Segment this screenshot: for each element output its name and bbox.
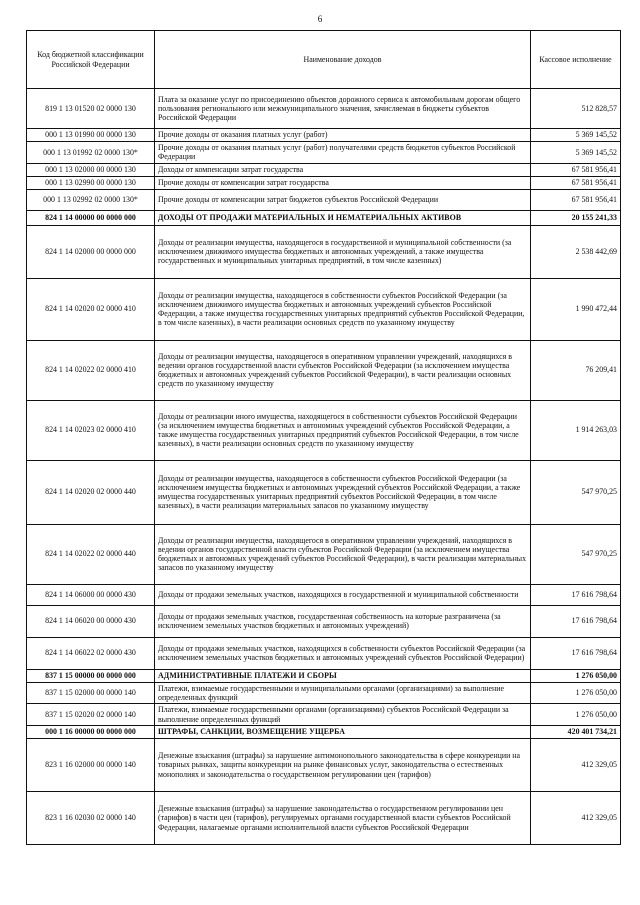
row-amount: 20 155 241,33: [531, 210, 621, 225]
row-name: Прочие доходы от компенсации затрат государства: [155, 176, 531, 189]
table-row: [27, 129, 621, 142]
row-name: Доходы от реализации имущества, находящегося в собственности субъектов Российской Федерации (за исключением движимого имущества бюджетных и автономных учреждений субъектов Российской Федерации, а также имущества государственных унитарных предприятий субъектов Российской Федерации, в том числе казенных), в части реализации основных средств по указанному имуществу: [155, 278, 531, 340]
row-code: 824 1 14 02022 02 0000 410: [27, 340, 155, 400]
table-row: [27, 142, 621, 164]
row-name: Доходы от реализации иного имущества, находящегося в собственности субъектов Российской Федерации (за исключением имущества бюджетных и автономных учреждений субъектов Российской Федерации, а также имущества государственных унитарных предприятий субъектов Российской Федерации, в том числе казенных), в части реализации основных средств по указанному имуществу: [155, 400, 531, 460]
row-name: Денежные взыскания (штрафы) за нарушение антимонопольного законодательства в сфере конкуренции на товарных рынках, защиты конкуренции на рынке финансовых услуг, законодательства о естественных монополиях и законодательства о государственном регулировании цен (тарифов): [155, 738, 531, 791]
row-code: 824 1 14 02020 02 0000 440: [27, 460, 155, 524]
table-row: [27, 340, 621, 400]
row-code: 837 1 15 02020 02 0000 140: [27, 704, 155, 726]
revenue-table: [26, 30, 621, 845]
row-amount: 512 828,57: [531, 89, 621, 129]
table-row: [27, 584, 621, 605]
table-row: [27, 189, 621, 210]
table-row: [27, 176, 621, 189]
table-row: [27, 738, 621, 791]
header-name: Наименование доходов: [155, 31, 531, 89]
row-amount: 1 990 472,44: [531, 278, 621, 340]
row-code: 823 1 16 02000 00 0000 140: [27, 738, 155, 791]
row-code: 824 1 14 06022 02 0000 430: [27, 637, 155, 669]
row-name: АДМИНИСТРАТИВНЫЕ ПЛАТЕЖИ И СБОРЫ: [155, 669, 531, 682]
row-amount: 547 970,25: [531, 524, 621, 584]
row-name: Доходы от продажи земельных участков, находящихся в собственности субъектов Российской Федерации (за исключением земельных участков бюджетных и автономных учреждений субъектов Российской Федерации): [155, 637, 531, 669]
table-header-row: [27, 31, 621, 89]
row-amount: 5 369 145,52: [531, 142, 621, 164]
row-amount: 67 581 956,41: [531, 176, 621, 189]
row-amount: 1 276 050,00: [531, 669, 621, 682]
row-code: 819 1 13 01520 02 0000 130: [27, 89, 155, 129]
table-row: [27, 605, 621, 637]
row-amount: 547 970,25: [531, 460, 621, 524]
row-code: 824 1 14 02022 02 0000 440: [27, 524, 155, 584]
row-name: Денежные взыскания (штрафы) за нарушение законодательства о государственном регулировании цен (тарифов) в части цен (тарифов), регулируемых органами государственной власти субъектов Российской Федерации, налагаемые органами исполнительной власти субъектов Российской Федерации: [155, 791, 531, 844]
row-code: 000 1 13 02992 02 0000 130*: [27, 189, 155, 210]
table-row: [27, 637, 621, 669]
row-name: Плата за оказание услуг по присоединению объектов дорожного сервиса к автомобильным дорогам общего пользования регионального или межмуниципального значения, зачисляемая в бюджеты субъектов Российской Федерации: [155, 89, 531, 129]
table-row: [27, 400, 621, 460]
row-code: 000 1 13 02990 00 0000 130: [27, 176, 155, 189]
row-name: Доходы от продажи земельных участков, государственная собственность на которые разграничена (за исключением земельных участков бюджетных и автономных учреждений): [155, 605, 531, 637]
header-code: Код бюджетной классификации Российской Федерации: [27, 31, 155, 89]
header-amount: Кассовое исполнение: [531, 31, 621, 89]
row-code: 824 1 14 00000 00 0000 000: [27, 210, 155, 225]
row-name: ШТРАФЫ, САНКЦИИ, ВОЗМЕЩЕНИЕ УЩЕРБА: [155, 725, 531, 738]
row-amount: 412 329,05: [531, 738, 621, 791]
row-name: Прочие доходы от оказания платных услуг (работ) получателями средств бюджетов субъектов Российской Федерации: [155, 142, 531, 164]
row-name: Платежи, взимаемые государственными органами (организациями) субъектов Российской Федерации за выполнение определенных функций: [155, 704, 531, 726]
table-row: [27, 725, 621, 738]
table-row: [27, 210, 621, 225]
row-name: Прочие доходы от компенсации затрат бюджетов субъектов Российской Федерации: [155, 189, 531, 210]
page-number: 6: [317, 14, 323, 24]
row-amount: 420 401 734,21: [531, 725, 621, 738]
row-code: 823 1 16 02030 02 0000 140: [27, 791, 155, 844]
row-code: 824 1 14 02020 02 0000 410: [27, 278, 155, 340]
row-name: Доходы от реализации имущества, находящегося в собственности субъектов Российской Федерации (за исключением имущества бюджетных и автономных учреждений субъектов Российской Федерации, а также имущества государственных унитарных предприятий субъектов Российской Федерации, в том числе казенных), в части реализации материальных запасов по указанному имуществу: [155, 460, 531, 524]
row-amount: 2 538 442,69: [531, 225, 621, 278]
row-code: 000 1 16 00000 00 0000 000: [27, 725, 155, 738]
row-amount: 412 329,05: [531, 791, 621, 844]
row-amount: 76 209,41: [531, 340, 621, 400]
row-amount: 67 581 956,41: [531, 163, 621, 176]
table-row: [27, 791, 621, 844]
table-row: [27, 460, 621, 524]
row-code: 824 1 14 06020 00 0000 430: [27, 605, 155, 637]
row-code: 824 1 14 06000 00 0000 430: [27, 584, 155, 605]
row-name: Доходы от продажи земельных участков, находящихся в государственной и муниципальной собственности: [155, 584, 531, 605]
row-amount: 5 369 145,52: [531, 129, 621, 142]
row-name: Доходы от компенсации затрат государства: [155, 163, 531, 176]
row-name: Платежи, взимаемые государственными и муниципальными органами (организациями) за выполнение определенных функций: [155, 682, 531, 704]
table-row: [27, 669, 621, 682]
row-amount: 17 616 798,64: [531, 637, 621, 669]
row-amount: 1 914 263,03: [531, 400, 621, 460]
row-amount: 67 581 956,41: [531, 189, 621, 210]
row-amount: 1 276 050,00: [531, 704, 621, 726]
row-code: 824 1 14 02000 00 0000 000: [27, 225, 155, 278]
table-row: [27, 225, 621, 278]
row-amount: 17 616 798,64: [531, 605, 621, 637]
row-amount: 1 276 050,00: [531, 682, 621, 704]
row-name: Прочие доходы от оказания платных услуг (работ): [155, 129, 531, 142]
table-row: [27, 524, 621, 584]
row-code: 000 1 13 01990 00 0000 130: [27, 129, 155, 142]
row-name: Доходы от реализации имущества, находящегося в оперативном управлении учреждений, находящихся в ведении органов государственной власти субъектов Российской Федерации (за исключением имущества бюджетных и автономных учреждений субъектов Российской Федерации), в части реализации основных средств по указанному имуществу: [155, 340, 531, 400]
row-code: 000 1 13 02000 00 0000 130: [27, 163, 155, 176]
row-name: Доходы от реализации имущества, находящегося в оперативном управлении учреждений, находящихся в ведении органов государственной власти субъектов Российской Федерации (за исключением имущества бюджетных и автономных учреждений субъектов Российской Федерации), в части реализации материальных запасов по указанному имуществу: [155, 524, 531, 584]
row-amount: 17 616 798,64: [531, 584, 621, 605]
row-code: 837 1 15 02000 00 0000 140: [27, 682, 155, 704]
table-row: [27, 704, 621, 726]
table-row: [27, 163, 621, 176]
table-row: [27, 682, 621, 704]
row-code: 000 1 13 01992 02 0000 130*: [27, 142, 155, 164]
row-name: Доходы от реализации имущества, находящегося в государственной и муниципальной собственности (за исключением движимого имущества бюджетных и автономных учреждений, а также имущества государственных и муниципальных унитарных предприятий, в том числе казенных): [155, 225, 531, 278]
table-row: [27, 278, 621, 340]
table-row: [27, 89, 621, 129]
row-name: ДОХОДЫ ОТ ПРОДАЖИ МАТЕРИАЛЬНЫХ И НЕМАТЕРИАЛЬНЫХ АКТИВОВ: [155, 210, 531, 225]
row-code: 824 1 14 02023 02 0000 410: [27, 400, 155, 460]
row-code: 837 1 15 00000 00 0000 000: [27, 669, 155, 682]
